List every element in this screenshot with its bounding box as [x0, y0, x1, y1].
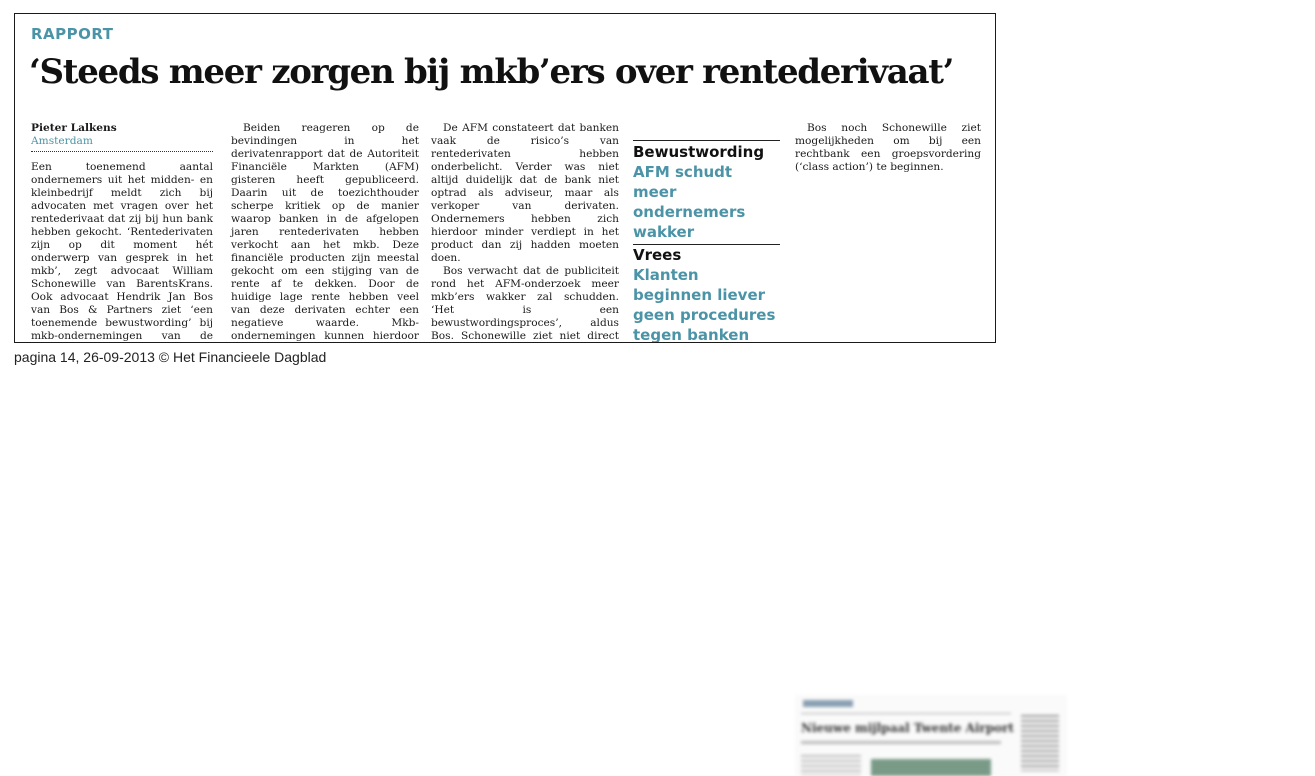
thumbnail-photo — [871, 759, 991, 776]
page-caption: pagina 14, 26-09-2013 © Het Financieele Dagblad — [14, 349, 327, 365]
sidebar-subheading: AFM schudt meer ondernemers wakker — [633, 163, 746, 241]
article-paragraph: Bos noch Schonewille ziet mogelijkheden om bij een rechtbank een groepsvordering (‘class action’) te beginnen. — [795, 122, 981, 173]
article-paragraph: Een toenemend aantal ondernemers uit het midden- en kleinbedrijf meldt zich bij advocaten met vragen over het rentederivaat dat zij bij hun bank hebben gekocht. ‘Rentederivaten zijn op dit moment hét onderwerp van gesprek in het mkb’, zegt advocaat William Schonewille van BarentsKrans. Ook advocaat Hendrik Jan Bos van Bos & Partners ziet ‘een toenemende bewustwording’ bij mkb-ondernemingen van de — [31, 161, 213, 342]
newspaper-thumbnail[interactable] — [795, 695, 1067, 776]
article-column-5 — [795, 122, 981, 174]
thumbnail-headline: Nieuwe mijlpaal Twente Airport — [801, 721, 1014, 735]
byline-author: Pieter Lalkens — [31, 122, 117, 134]
thumbnail-logo — [803, 700, 853, 707]
sidebar-heading: Bewustwording — [633, 143, 765, 161]
sidebar-heading: Vrees — [633, 246, 682, 264]
article-column-2 — [231, 122, 419, 343]
article-column-1 — [31, 122, 213, 343]
byline-divider — [31, 151, 213, 152]
article-kicker: RAPPORT — [31, 25, 114, 43]
article-paragraph: Beiden reageren op de bevindingen in het derivatenrapport dat de Autoriteit Financiële Markten (AFM) gisteren heeft gepubliceerd. Daarin uit de toezichthouder scherpe kritiek op de manier waarop banken in de afgelopen jaren rentederivaten hebben verkocht aan het mkb. Deze financiële producten zijn meestal gekocht om een stijging van de rente af te dekken. Door de huidige lage rente hebben veel van deze derivaten echter een negatieve waarde. Mkb-ondernemingen kunnen hierdoor — [231, 122, 419, 342]
sidebar-divider — [633, 140, 780, 141]
thumbnail-subline — [801, 741, 1001, 744]
article-paragraph: Bos verwacht dat de publiciteit rond het AFM-onderzoek meer mkb’ers wakker zal schudden. ‘Het is een bewustwordingsproces’, aldus Bos. Schonewille ziet niet direct — [431, 265, 619, 342]
article-paragraph: De AFM constateert dat banken vaak de risico’s van rentederivaten hebben onderbelicht. Verder was niet altijd duidelijk dat de bank niet optrad als adviseur, maar als verkoper van derivaten. Ondernemers hebben zich hierdoor minder verdiept in het product dan zij hadden moeten doen. — [431, 122, 619, 264]
sidebar-quotes — [633, 122, 780, 343]
byline-location: Amsterdam — [31, 135, 93, 147]
thumbnail-divider — [801, 713, 1011, 714]
article-clipping — [14, 13, 996, 343]
sidebar-subheading: Klanten beginnen liever geen procedures tegen banken — [633, 266, 776, 343]
article-headline: ‘Steeds meer zorgen bij mkb’ers over rentederivaat’ — [29, 52, 954, 92]
article-column-3 — [431, 122, 619, 343]
thumbnail-side-column — [1021, 715, 1059, 771]
thumbnail-text-lines — [801, 755, 861, 776]
sidebar-divider — [633, 244, 780, 245]
